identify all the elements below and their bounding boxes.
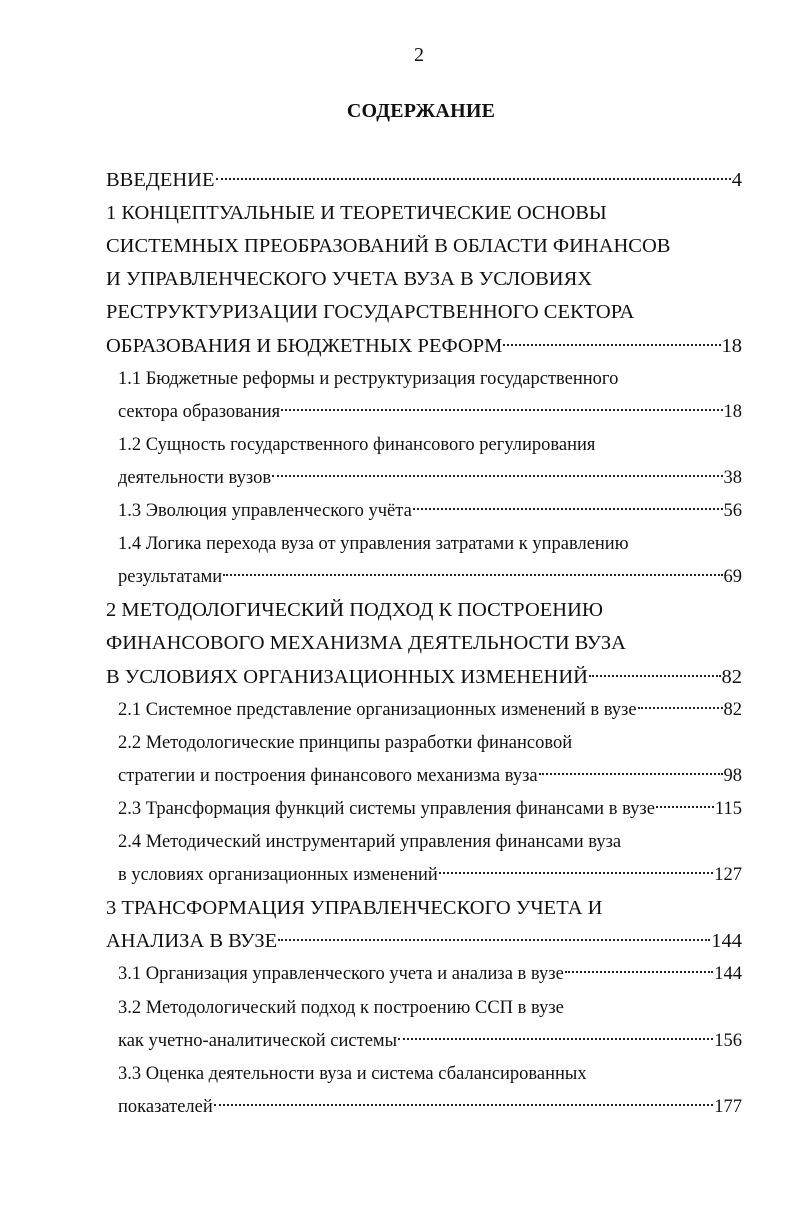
toc-entry-line [106, 593, 742, 627]
toc-entry-line [106, 229, 742, 263]
toc-entry-line [118, 726, 742, 760]
toc-page-number: 144 [714, 964, 742, 985]
dot-leader [398, 1038, 713, 1040]
toc-entry-text: 2.3 Трансформация функций системы управления финансами в вузе [118, 798, 655, 819]
toc-entry-line [118, 693, 742, 727]
toc-page-number: 127 [714, 865, 742, 886]
toc-page-number: 82 [723, 699, 742, 720]
toc-page-number: 156 [714, 1030, 742, 1051]
toc-entry-text: РЕСТРУКТУРИЗАЦИИ ГОСУДАРСТВЕННОГО СЕКТОРА [106, 301, 635, 324]
toc-entry-text: сектора образования [118, 401, 281, 422]
toc-entry-line [118, 759, 742, 793]
toc-entry-line [106, 660, 742, 694]
dot-leader [413, 508, 723, 510]
toc-page-number: 38 [723, 467, 742, 488]
dot-leader [656, 806, 714, 808]
toc-entry-line [118, 1057, 742, 1091]
toc-entry-text: 1.3 Эволюция управленческого учёта [118, 501, 412, 521]
toc-entry-text: 1.1 Бюджетные реформы и реструктуризация государственного [118, 368, 619, 389]
toc-entry-text: результатами [118, 567, 223, 588]
toc-entry-line [118, 560, 742, 594]
toc-entry-text: деятельности вузов [118, 467, 272, 488]
toc-entry-text: 3.1 Организация управленческого учета и анализа в вузе [118, 964, 564, 985]
toc-entry-text: 1 КОНЦЕПТУАЛЬНЫЕ И ТЕОРЕТИЧЕСКИЕ ОСНОВЫ [106, 202, 607, 225]
toc-entry-text: показателей [118, 1096, 213, 1117]
toc-entry-text: 2 МЕТОДОЛОГИЧЕСКИЙ ПОДХОД К ПОСТРОЕНИЮ [106, 599, 603, 622]
toc-page-number: 115 [714, 798, 742, 819]
toc-entry-text: АНАЛИЗА В ВУЗЕ [106, 930, 278, 953]
dot-leader [214, 1104, 714, 1106]
toc-entry-line [118, 494, 742, 528]
toc-page-number: 4 [731, 169, 742, 191]
toc-entry-line [106, 626, 742, 660]
toc-page-number: 177 [714, 1096, 742, 1117]
toc-entry-line [118, 792, 742, 826]
dot-leader [638, 707, 723, 709]
dot-leader [439, 872, 713, 874]
dot-leader [503, 344, 720, 346]
toc-entry-text: 1.2 Сущность государственного финансового регулирования [118, 434, 596, 455]
dot-leader [272, 475, 722, 477]
toc-entry-text: 2.4 Методический инструментарий управления финансами вуза [118, 832, 622, 852]
dot-leader [278, 939, 710, 941]
toc-entry-text: в условиях организационных изменений [118, 865, 438, 886]
toc-entry-text: В УСЛОВИЯХ ОРГАНИЗАЦИОННЫХ ИЗМЕНЕНИЙ [106, 665, 588, 688]
toc-entry-text: 2.2 Методологические принципы разработки финансовой [118, 732, 573, 753]
toc-entry-line [118, 825, 742, 859]
toc-page-number: 82 [721, 665, 742, 688]
toc-entry-text: ФИНАНСОВОГО МЕХАНИЗМА ДЕЯТЕЛЬНОСТИ ВУЗА [106, 632, 626, 655]
toc-entry-line [118, 1090, 742, 1124]
toc-entry-text: стратегии и построения финансового механизма вуза [118, 765, 538, 786]
toc-entry-line [118, 527, 742, 561]
toc-page-number: 144 [711, 930, 742, 953]
toc-entry-text: 3.2 Методологический подход к построению ССП в вузе [118, 997, 564, 1018]
toc-entry-line [106, 329, 742, 363]
dot-leader [565, 971, 713, 973]
toc-entry-line [106, 924, 742, 958]
toc-entry-line [106, 295, 742, 329]
toc-entry-text: 3.3 Оценка деятельности вуза и система сбалансированных [118, 1063, 587, 1084]
toc-entry-line [118, 461, 742, 495]
toc-entry-text: СИСТЕМНЫХ ПРЕОБРАЗОВАНИЙ В ОБЛАСТИ ФИНАНСОВ [106, 235, 671, 258]
toc-page-number: 98 [723, 765, 742, 786]
toc-entry-line [118, 1024, 742, 1058]
toc-entry-line [118, 991, 742, 1025]
toc-title: СОДЕРЖАНИЕ [346, 100, 496, 122]
toc-entry-line [118, 395, 742, 429]
toc-entry-line [118, 957, 742, 991]
dot-leader [281, 409, 722, 411]
toc-entry-line [106, 262, 742, 296]
toc-entry-text: 3 ТРАНСФОРМАЦИЯ УПРАВЛЕНЧЕСКОГО УЧЕТА И [106, 897, 603, 920]
toc-page-number: 18 [721, 334, 742, 357]
toc-entry-text: 1.4 Логика перехода вуза от управления затратами к управлению [118, 534, 629, 555]
toc-entry-line [106, 196, 742, 230]
toc-entry-line [106, 891, 742, 925]
toc-entry-text: ОБРАЗОВАНИЯ И БЮДЖЕТНЫХ РЕФОРМ [106, 334, 503, 357]
toc-entry-line [118, 362, 742, 396]
dot-leader [216, 178, 731, 180]
toc-entry-text: как учетно-аналитической системы [118, 1030, 398, 1051]
toc-page-number: 56 [723, 501, 742, 521]
toc-entry-line [118, 858, 742, 892]
toc-entry-text: И УПРАВЛЕНЧЕСКОГО УЧЕТА ВУЗА В УСЛОВИЯХ [106, 268, 593, 291]
dot-leader [589, 675, 721, 677]
toc-entry-text: 2.1 Системное представление организационных изменений в вузе [118, 699, 637, 720]
dot-leader [223, 574, 722, 576]
page-number: 2 [414, 44, 424, 66]
toc-entry-text: ВВЕДЕНИЕ [106, 169, 215, 191]
toc-page-number: 18 [723, 401, 742, 422]
dot-leader [539, 773, 723, 775]
toc-entry-line [106, 163, 742, 197]
toc-page-number: 69 [723, 567, 742, 588]
toc-entry-line [118, 428, 742, 462]
